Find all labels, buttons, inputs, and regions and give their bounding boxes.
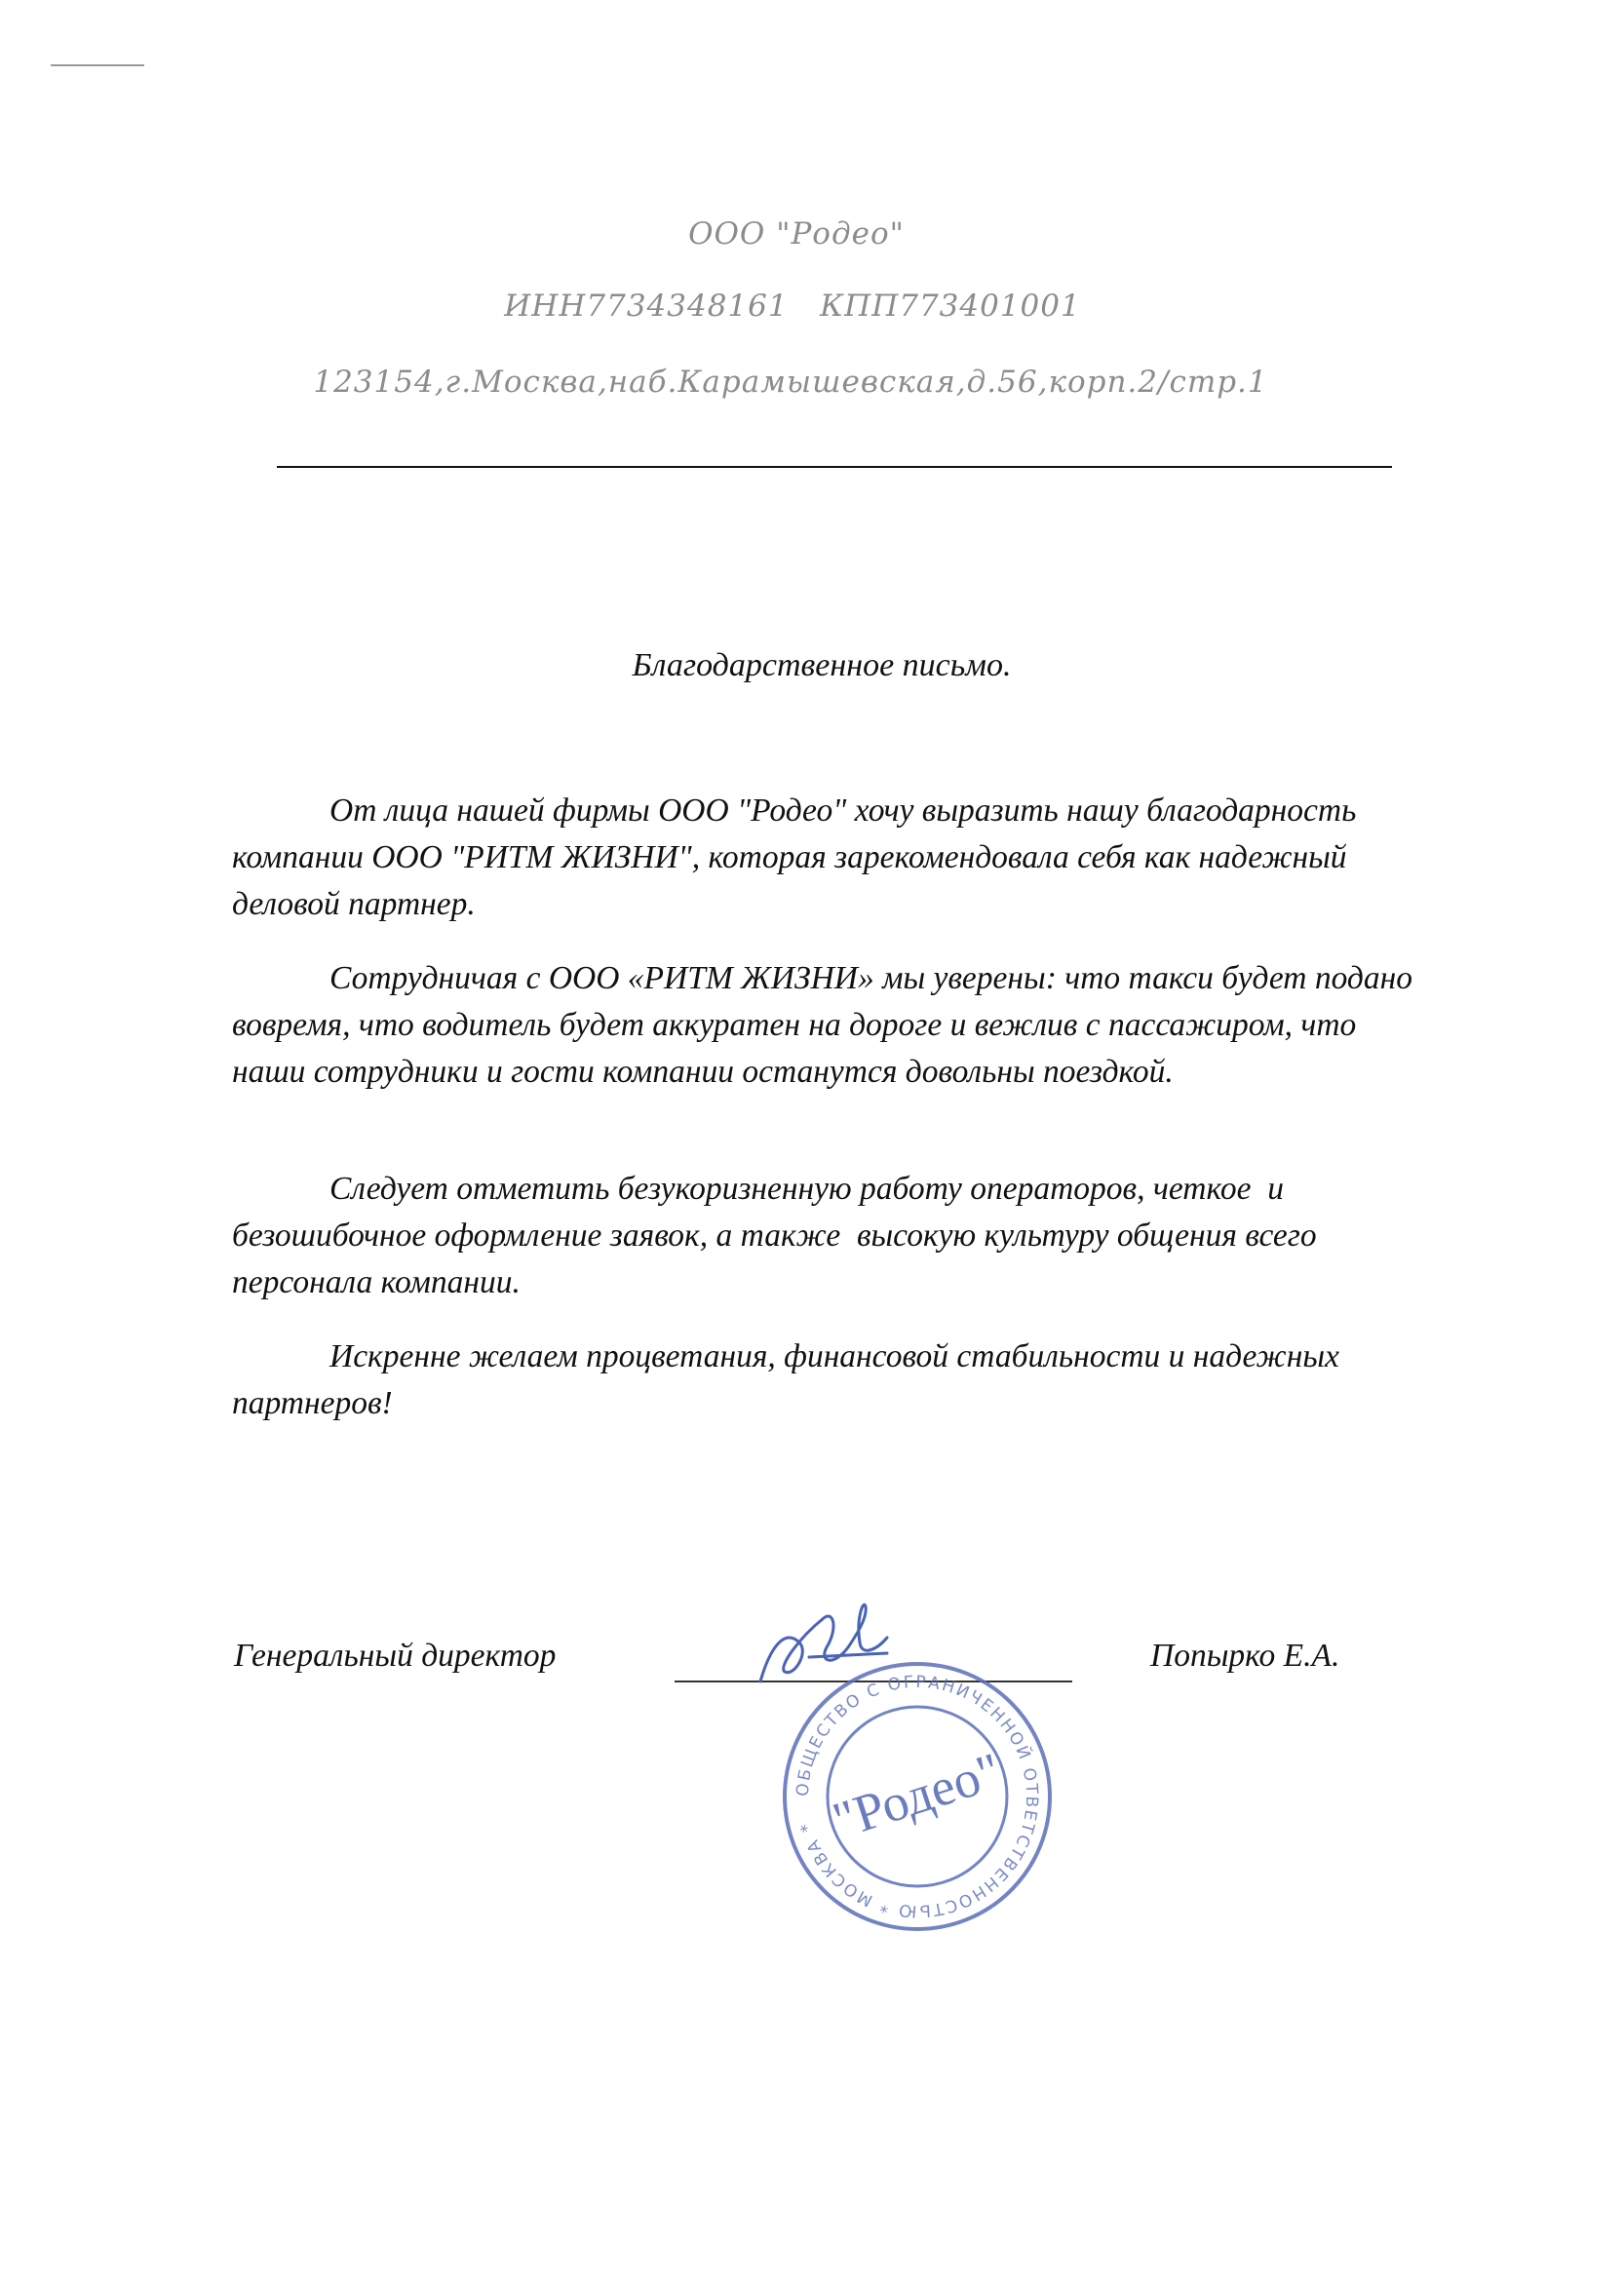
signatory-position: Генеральный директор: [234, 1638, 557, 1674]
paragraph-text: От лица нашей фирмы ООО "Родео" хочу выразить нашу благодарность компании ООО "РИТМ ЖИЗНИ", которая зарекомендовала себя как надежный деловой партнер.: [232, 792, 1357, 922]
letterhead-divider: [277, 466, 1392, 468]
paragraph-indent: [232, 792, 329, 829]
paragraph-text: Следует отметить безукоризненную работу операторов, четкое и безошибочное оформление заявок, а также высокую культуру общения всего персонала компании.: [232, 1171, 1325, 1300]
letterhead-address: 123154,г.Москва,наб.Карамышевская,д.56,корп.2/стр.1: [313, 365, 1268, 400]
letter-paragraph-4: [232, 1333, 1421, 1427]
stamp-ring-text: ОБЩЕСТВО С ОГРАНИЧЕННОЙ ОТВЕТСТВЕННОСТЬЮ * МОСКВА *: [793, 1672, 1042, 1921]
letter-title: Благодарственное письмо.: [632, 647, 1012, 683]
letter-paragraph-1: [232, 788, 1421, 928]
company-stamp: [776, 1655, 1059, 1938]
stamp-center-text: "Родео": [826, 1741, 1008, 1850]
paragraph-text: Искренне желаем процветания, финансовой стабильности и надежных партнеров!: [232, 1338, 1339, 1421]
scan-edge-mark: [51, 64, 144, 66]
signatory-name: Попырко Е.А.: [1150, 1638, 1340, 1674]
paragraph-indent: [232, 1171, 329, 1207]
letter-paragraph-3: [232, 1166, 1421, 1306]
paragraph-text: Сотрудничая с ООО «РИТМ ЖИЗНИ» мы уверены: что такси будет подано вовремя, что водитель будет аккуратен на дороге и вежлив с пассажиром, что наши сотрудники и гости компании останутся довольны поездкой.: [232, 960, 1412, 1090]
letterhead-tax-ids: ИНН7734348161 КПП773401001: [504, 289, 1081, 324]
paragraph-indent: [232, 960, 329, 996]
paragraph-indent: [232, 1338, 329, 1374]
letter-paragraph-2: [232, 955, 1421, 1096]
letterhead-company: ООО "Родео": [688, 216, 905, 251]
